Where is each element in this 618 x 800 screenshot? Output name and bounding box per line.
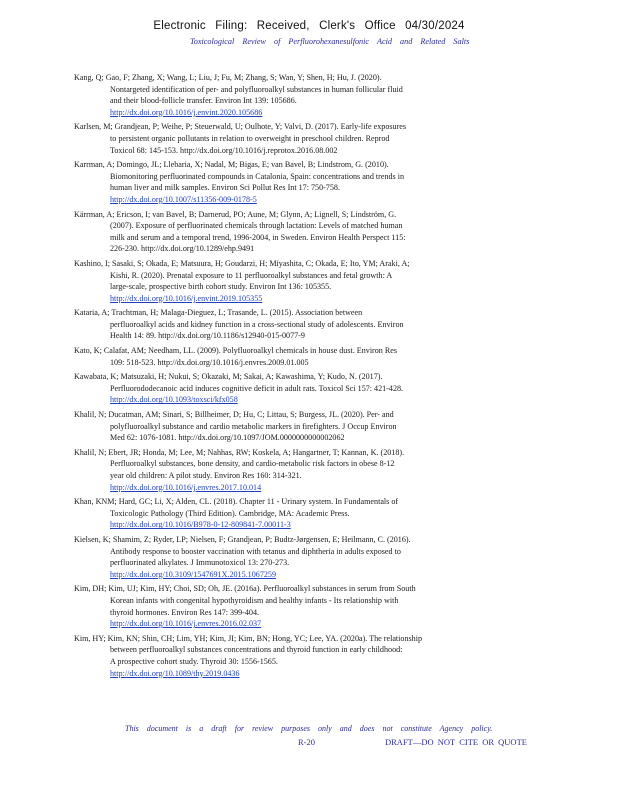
reference-line[interactable]: http://dx.doi.org/10.1016/j.envres.2017.10.014	[110, 482, 262, 492]
reference-entry	[74, 371, 544, 406]
reference-line[interactable]: http://dx.doi.org/10.1016/B978-0-12-809841-7.00011-3	[110, 520, 291, 530]
reference-line: Kawabata, K; Matsuzaki, H; Nukui, S; Okazaki, M; Sakai, A; Kawashima, Y; Kudo, N. (2017).	[74, 372, 383, 382]
reference-entry	[74, 345, 544, 368]
reference-entry	[74, 409, 544, 444]
reference-line[interactable]: http://dx.doi.org/10.1007/s11356-009-0178-5	[110, 194, 257, 204]
filing-stamp: Electronic Filing: Received, Clerk's Office 04/30/2024	[153, 20, 465, 32]
reference-line: Perfluorododecanoic acid induces cognitive deficit in adult rats. Toxicol Sci 157: 421-428.	[110, 383, 404, 393]
reference-line: year old children: A pilot study. Environ Res 160: 314-321.	[110, 471, 302, 480]
reference-line: Kim, DH; Kim, UJ; Kim, HY; Choi, SD; Oh, JE. (2016a). Perfluoroalkyl substances in serum from South	[74, 584, 416, 594]
reference-line: perfluorinated alkylates. J Immunotoxicol 13: 270-273.	[110, 558, 290, 568]
reference-line: milk and serum and a temporal trend, 1996-2004, in Sweden. Environ Health Perspect 115:	[110, 232, 406, 242]
reference-line: Antibody response to booster vaccination with tetanus and diphtheria in adults exposed to	[110, 546, 401, 556]
reference-line: Med 62: 1076-1081. http://dx.doi.org/10.1097/JOM.0000000000002062	[110, 433, 345, 443]
reference-entry	[74, 209, 544, 255]
page-number: R-20	[298, 737, 315, 747]
reference-entry	[74, 534, 544, 580]
reference-line: between perfluoroalkyl substances concentrations and thyroid function in early childhood:	[110, 645, 403, 655]
reference-line: Karrman, A; Domingo, JL; Llebaria, X; Nadal, M; Bigas, E; van Bavel, B; Lindstrom, G. (2010).	[74, 160, 389, 170]
reference-line[interactable]: http://dx.doi.org/10.1089/thy.2019.0436	[110, 668, 240, 678]
reference-line: Kashino, I; Sasaki, S; Okada, E; Matsuura, H; Goudarzi, H; Miyashita, C; Okada, E; Ito, YM; Araki, A;	[74, 258, 410, 268]
reference-line[interactable]: http://dx.doi.org/10.1016/j.envint.2019.105355	[110, 293, 263, 303]
reference-entry	[74, 447, 544, 493]
reference-entry	[74, 72, 544, 118]
reference-line: thyroid hormones. Environ Res 147: 399-404.	[110, 607, 260, 617]
reference-line: Khan, KNM; Hard, GC; Li, X; Alden, CL. (2018). Chapter 11 - Urinary system. In Fundamentals of	[74, 497, 399, 507]
reference-entry	[74, 583, 544, 629]
reference-line: Toxicol 68: 145-153. http://dx.doi.org/10.1016/j.reprotox.2016.08.002	[110, 145, 338, 155]
reference-line: Korean infants with congenital hypothyroidism and healthy infants - Its relationship with	[110, 595, 399, 605]
reference-line: and their blood-follicle transfer. Environ Int 139: 105686.	[110, 96, 297, 106]
draft-disclaimer: This document is a draft for review purposes only and does not constitute Agency policy.	[125, 724, 493, 733]
reference-line: Khalil, N; Ebert, JR; Honda, M; Lee, M; Nahhas, RW; Koskela, A; Hangartner, T; Kannan, K. (2018).	[74, 447, 405, 457]
reference-line: A prospective cohort study. Thyroid 30: 1556-1565.	[110, 656, 278, 666]
reference-line: to persistent organic pollutants in relation to overweight in preschool children. Reprod	[110, 133, 390, 143]
reference-line: human liver and milk samples. Environ Sci Pollut Res Int 17: 750-758.	[110, 183, 340, 193]
reference-line[interactable]: http://dx.doi.org/10.1016/j.envres.2016.02.037	[110, 619, 262, 629]
reference-line: Karlsen, M; Grandjean, P; Weihe, P; Steuerwald, U; Oulhote, Y; Valvi, D. (2017). Early-life exposures	[74, 122, 407, 132]
reference-line: large-scale, prospective birth cohort study. Environ Int 136: 105355.	[110, 282, 332, 292]
reference-line: Kataria, A; Trachtman, H; Malaga-Dieguez, L; Trasande, L. (2015). Association between	[74, 308, 363, 318]
reference-line[interactable]: http://dx.doi.org/10.1016/j.envint.2020.105686	[110, 107, 263, 117]
reference-line: 226-230. http://dx.doi.org/10.1289/ehp.9491	[110, 244, 255, 254]
reference-line: Kielsen, K; Shamim, Z; Ryder, LP; Nielsen, F; Grandjean, P; Budtz-Jørgensen, E; Heilmann, C. (2016).	[74, 534, 411, 544]
reference-line[interactable]: http://dx.doi.org/10.1093/toxsci/kfx058	[110, 395, 238, 405]
reference-line: Kim, HY; Kim, KN; Shin, CH; Lim, YH; Kim, JI; Kim, BN; Hong, YC; Lee, YA. (2020a). The relationship	[74, 633, 423, 643]
reference-list	[74, 72, 544, 682]
reference-line: Kang, Q; Gao, F; Zhang, X; Wang, L; Liu, J; Fu, M; Zhang, S; Wan, Y; Shen, H; Hu, J. (2020).	[74, 73, 382, 82]
reference-line: perfluoroalkyl acids and kidney function in a cross-sectional study of adolescents. Environ	[110, 319, 404, 329]
reference-entry	[74, 258, 544, 304]
reference-entry	[74, 121, 544, 156]
reference-entry	[74, 633, 544, 679]
reference-line: Khalil, N; Ducatman, AM; Sinari, S; Billheimer, D; Hu, C; Littau, S; Burgess, JL. (2020). Per- and	[74, 410, 394, 420]
reference-line: 109: 518-523. http://dx.doi.org/10.1016/j.envres.2009.01.005	[110, 357, 309, 367]
reference-line: Kärrman, A; Ericson, I; van Bavel, B; Darnerud, PO; Aune, M; Glynn, A; Lignell, S; Lindström, G.	[74, 209, 397, 219]
reference-line: (2007). Exposure of perfluorinated chemicals through lactation: Levels of matched human	[110, 221, 403, 231]
reference-entry	[74, 159, 544, 205]
reference-line: polyfluoroalkyl substance and cardio metabolic markers in firefighters. J Occup Environ	[110, 421, 397, 431]
reference-entry	[74, 496, 544, 531]
reference-line: Toxicologic Pathology (Third Edition). Cambridge, MA: Academic Press.	[110, 508, 350, 518]
reference-entry	[74, 307, 544, 342]
reference-line[interactable]: http://dx.doi.org/10.3109/1547691X.2015.1067259	[110, 569, 277, 579]
running-head: Toxicological Review of Perfluorohexanesulfonic Acid and Related Salts	[190, 37, 470, 46]
reference-line: Biomonitoring perfluorinated compounds in Catalonia, Spain: concentrations and trends in	[110, 171, 405, 181]
reference-line: Kishi, R. (2020). Prenatal exposure to 11 perfluoroalkyl substances and fetal growth: A	[110, 270, 393, 280]
reference-line: Health 14: 89. http://dx.doi.org/10.1186/s12940-015-0077-9	[110, 331, 305, 341]
reference-line: Kato, K; Calafat, AM; Needham, LL. (2009). Polyfluoroalkyl chemicals in house dust. Environ Res	[74, 346, 398, 356]
draft-label: DRAFT—DO NOT CITE OR QUOTE	[385, 737, 527, 747]
reference-line: Nontargeted identification of per- and polyfluoroalkyl substances in human follicular fluid	[110, 84, 403, 94]
reference-line: Perfluoroalkyl substances, bone density, and cardio-metabolic risk factors in obese 8-12	[110, 459, 395, 469]
